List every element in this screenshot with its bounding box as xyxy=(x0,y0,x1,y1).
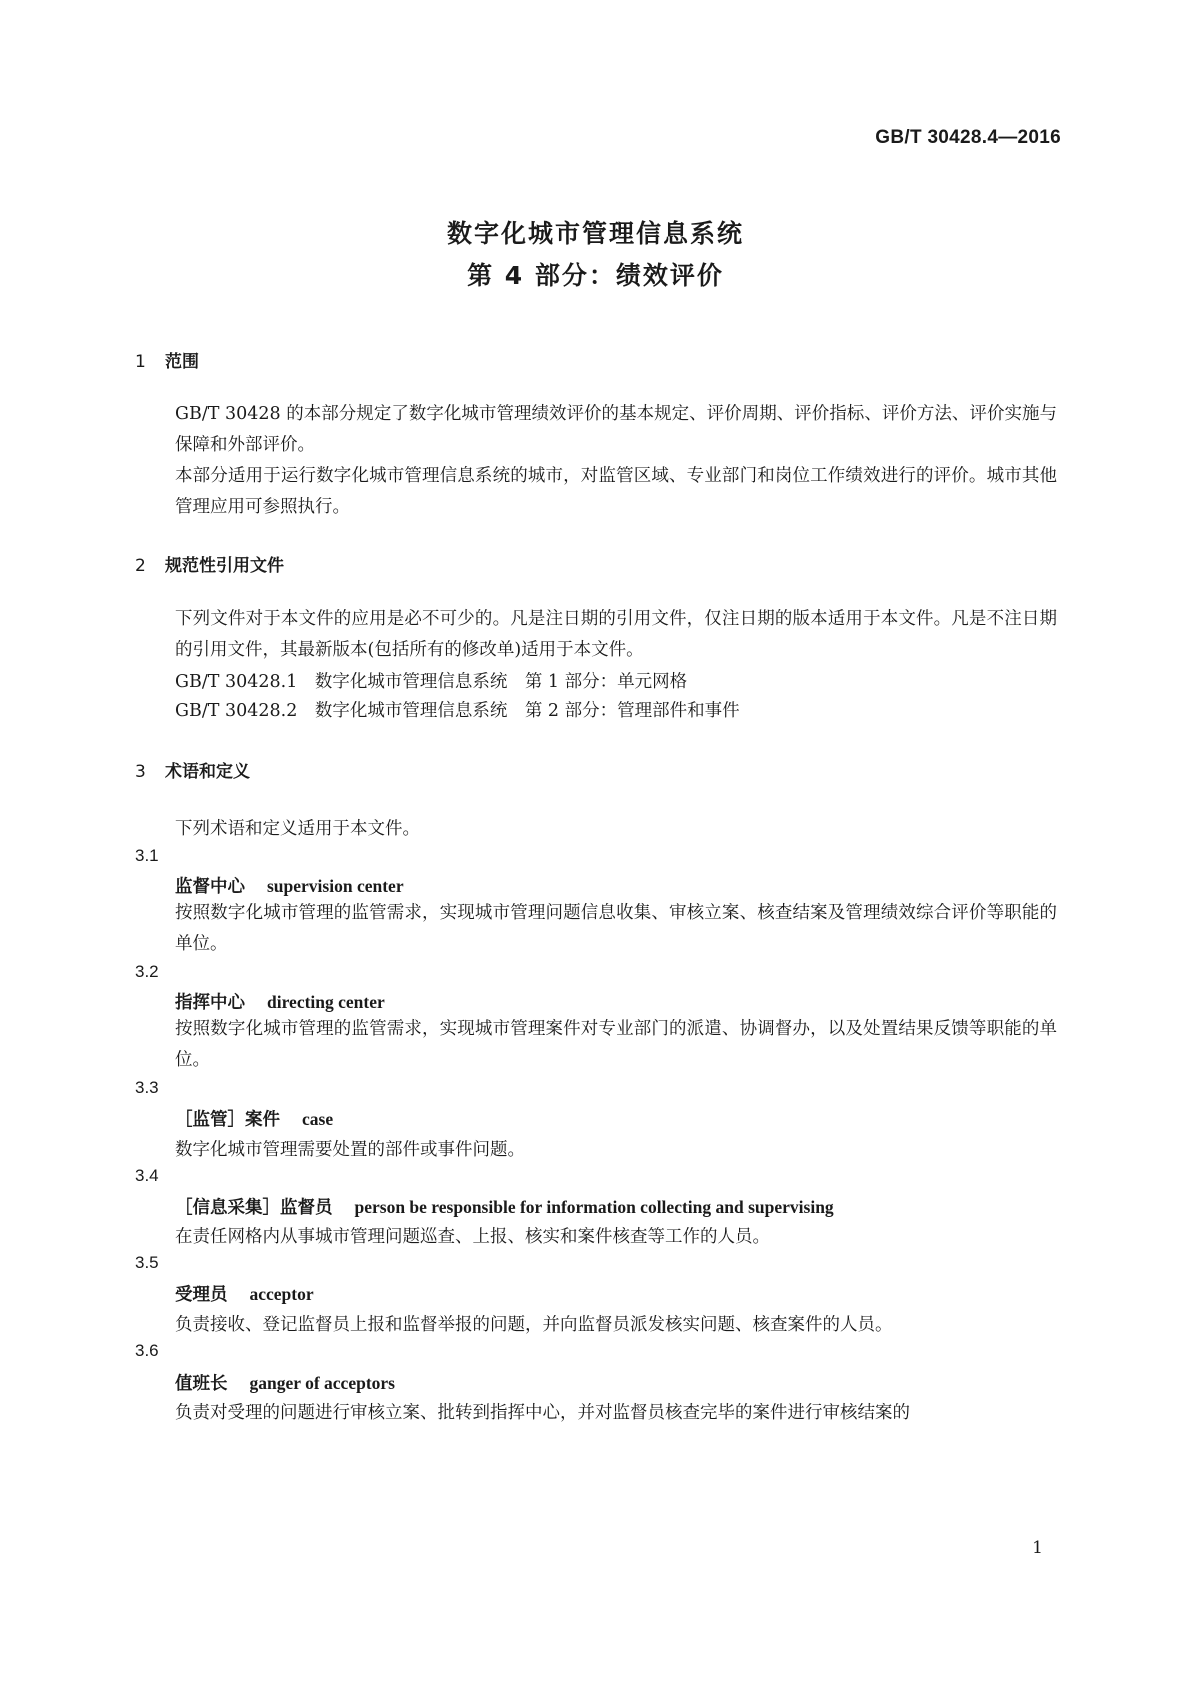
term-zh: 受理员 xyxy=(175,1285,228,1305)
section-heading-terms xyxy=(135,757,250,782)
definition-text: 按照数字化城市管理的监管需求，实现城市管理案件对专业部门的派遣、协调督办，以及处置结果反馈等职能的单位。 xyxy=(175,1019,1057,1070)
term-definition xyxy=(135,1014,1057,1076)
section-number: 2 xyxy=(135,556,146,576)
terms-intro: 下列术语和定义适用于本文件。 xyxy=(175,819,420,839)
term-definition: 在责任网格内从事城市管理问题巡查、上报、核实和案件核查等工作的人员。 xyxy=(175,1227,770,1247)
term-definition xyxy=(135,898,1057,960)
term-number: 3.4 xyxy=(135,1166,159,1185)
reference-item: GB/T 30428.1 数字化城市管理信息系统 第 1 部分：单元网格 xyxy=(175,672,688,692)
page-number: 1 xyxy=(1032,1538,1043,1558)
term-en: person be responsible for information collecting and supervising xyxy=(354,1197,834,1217)
definition-text: 按照数字化城市管理的监管需求，实现城市管理问题信息收集、审核立案、核查结案及管理绩效综合评价等职能的单位。 xyxy=(175,903,1057,954)
reference-item: GB/T 30428.2 数字化城市管理信息系统 第 2 部分：管理部件和事件 xyxy=(175,701,740,721)
term-heading xyxy=(175,873,404,898)
document-subtitle: 第 4 部分：绩效评价 xyxy=(467,261,724,290)
term-en: directing center xyxy=(267,992,385,1012)
term-zh: 值班长 xyxy=(175,1374,228,1394)
term-heading xyxy=(175,1106,333,1131)
term-heading xyxy=(175,989,385,1014)
term-heading xyxy=(175,1194,834,1219)
paragraph xyxy=(135,461,1057,523)
term-number: 3.6 xyxy=(135,1341,159,1360)
document-code: GB/T 30428.4—2016 xyxy=(875,127,1061,148)
section-number: 1 xyxy=(135,352,146,372)
term-definition: 数字化城市管理需要处置的部件或事件问题。 xyxy=(175,1140,525,1160)
term-number: 3.3 xyxy=(135,1078,159,1097)
term-zh: 监督中心 xyxy=(175,877,245,897)
term-number: 3.5 xyxy=(135,1253,159,1272)
term-en: acceptor xyxy=(249,1284,314,1304)
document-title: 数字化城市管理信息系统 xyxy=(446,219,744,248)
section-heading-references xyxy=(135,551,284,576)
section-heading-scope xyxy=(135,347,199,372)
paragraph-text: GB/T 30428 的本部分规定了数字化城市管理绩效评价的基本规定、评价周期、评价指标、评价方法、评价实施与保障和外部评价。 xyxy=(175,404,1057,455)
term-heading xyxy=(175,1370,395,1395)
paragraph-text: 下列文件对于本文件的应用是必不可少的。凡是注日期的引用文件，仅注日期的版本适用于本文件。凡是不注日期的引用文件，其最新版本(包括所有的修改单)适用于本文件。 xyxy=(175,609,1057,660)
section-title: 术语和定义 xyxy=(165,762,250,782)
section-title: 范围 xyxy=(165,352,199,372)
term-heading xyxy=(175,1281,314,1306)
term-zh: ［监管］案件 xyxy=(175,1110,280,1130)
term-en: case xyxy=(302,1109,334,1129)
term-number: 3.2 xyxy=(135,962,159,981)
paragraph-text: 本部分适用于运行数字化城市管理信息系统的城市，对监管区域、专业部门和岗位工作绩效进行的评价。城市其他管理应用可参照执行。 xyxy=(175,466,1057,517)
term-en: ganger of acceptors xyxy=(249,1373,395,1393)
term-en: supervision center xyxy=(267,876,404,896)
paragraph xyxy=(135,604,1057,666)
section-number: 3 xyxy=(135,762,146,782)
paragraph xyxy=(135,399,1057,461)
section-title: 规范性引用文件 xyxy=(165,556,284,576)
term-zh: 指挥中心 xyxy=(175,993,245,1013)
term-definition: 负责接收、登记监督员上报和监督举报的问题，并向监督员派发核实问题、核查案件的人员。 xyxy=(175,1315,893,1335)
term-definition: 负责对受理的问题进行审核立案、批转到指挥中心，并对监督员核查完毕的案件进行审核结案的 xyxy=(175,1403,910,1423)
term-zh: ［信息采集］监督员 xyxy=(175,1198,333,1218)
term-number: 3.1 xyxy=(135,846,159,865)
